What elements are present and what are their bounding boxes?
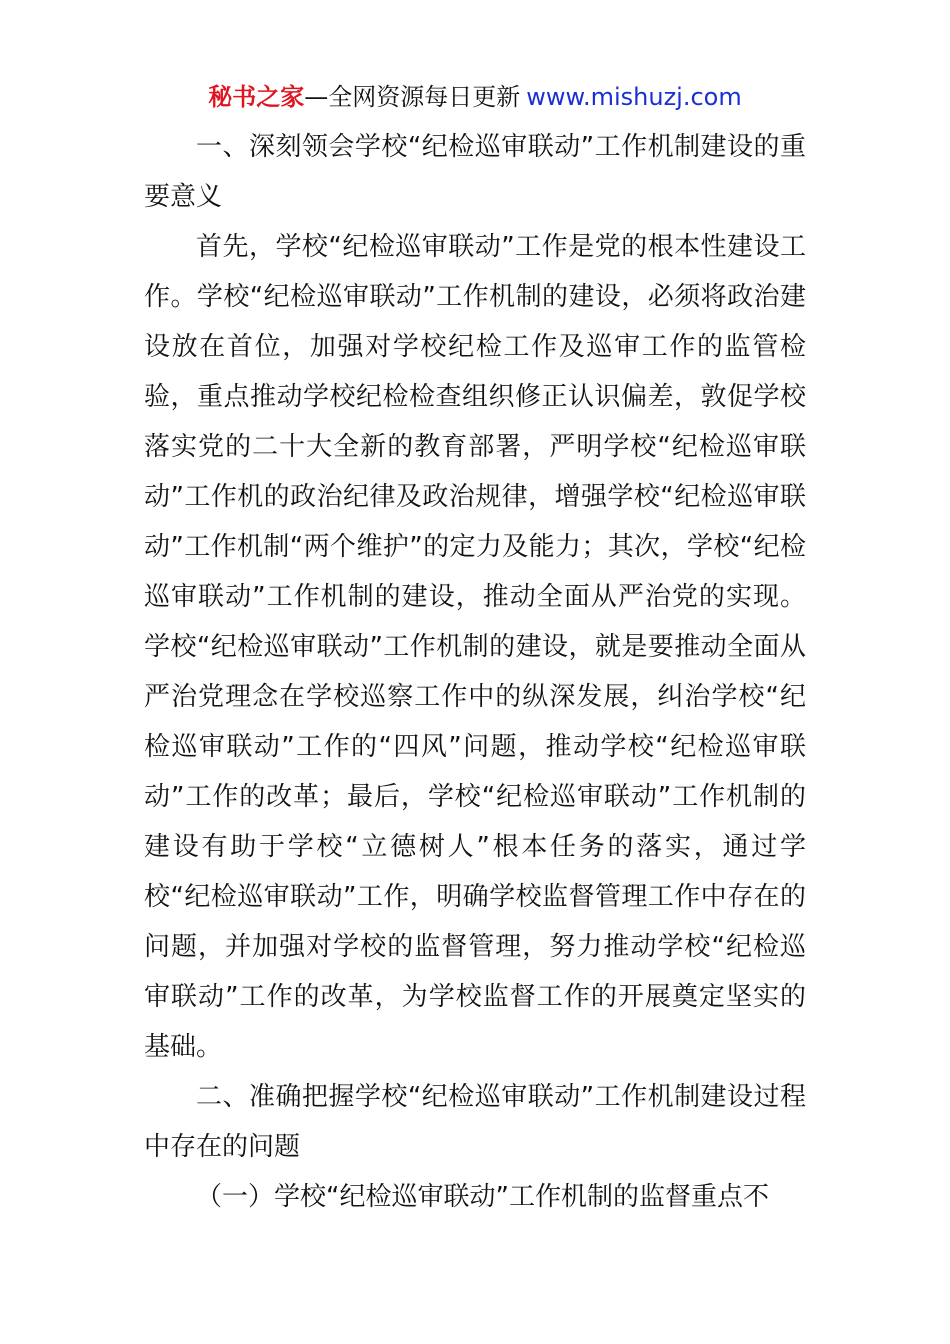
site-tagline: —全网资源每日更新 [304, 83, 521, 111]
document-body [144, 122, 806, 1222]
subsection-heading-1: （一）学校“纪检巡审联动”工作机制的监督重点不 [196, 1182, 769, 1212]
section-heading-1: 一、深刻领会学校“纪检巡审联动”工作机制建设的重要意义 [144, 132, 806, 212]
section-heading-2: 二、准确把握学校“纪检巡审联动”工作机制建设过程中存在的问题 [144, 1082, 806, 1162]
body-paragraph: 首先，学校“纪检巡审联动”工作是党的根本性建设工作。学校“纪检巡审联动”工作机制的建设，必须将政治建设放在首位，加强对学校纪检工作及巡审工作的监管检验，重点推动学校纪检检查组织修正认识偏差，敦促学校落实党的二十大全新的教育部署，严明学校“纪检巡审联动”工作机的政治纪律及政治规律，增强学校“纪检巡审联动”工作机制“两个维护”的定力及能力；其次，学校“纪检巡审联动”工作机制的建设，推动全面从严治党的实现。学校“纪检巡审联动”工作机制的建设，就是要推动全面从严治党理念在学校巡察工作中的纵深发展，纠治学校“纪检巡审联动”工作的“四风”问题，推动学校“纪检巡审联动”工作的改革；最后，学校“纪检巡审联动”工作机制的建设有助于学校“立德树人”根本任务的落实，通过学校“纪检巡审联动”工作，明确学校监督管理工作中存在的问题，并加强对学校的监督管理，努力推动学校“纪检巡审联动”工作的改革，为学校监督工作的开展奠定坚实的基础。 [144, 232, 806, 1062]
site-header [0, 80, 950, 114]
site-url-link[interactable]: www.mishuzj.com [526, 83, 742, 111]
site-brand: 秘书之家 [208, 83, 305, 111]
